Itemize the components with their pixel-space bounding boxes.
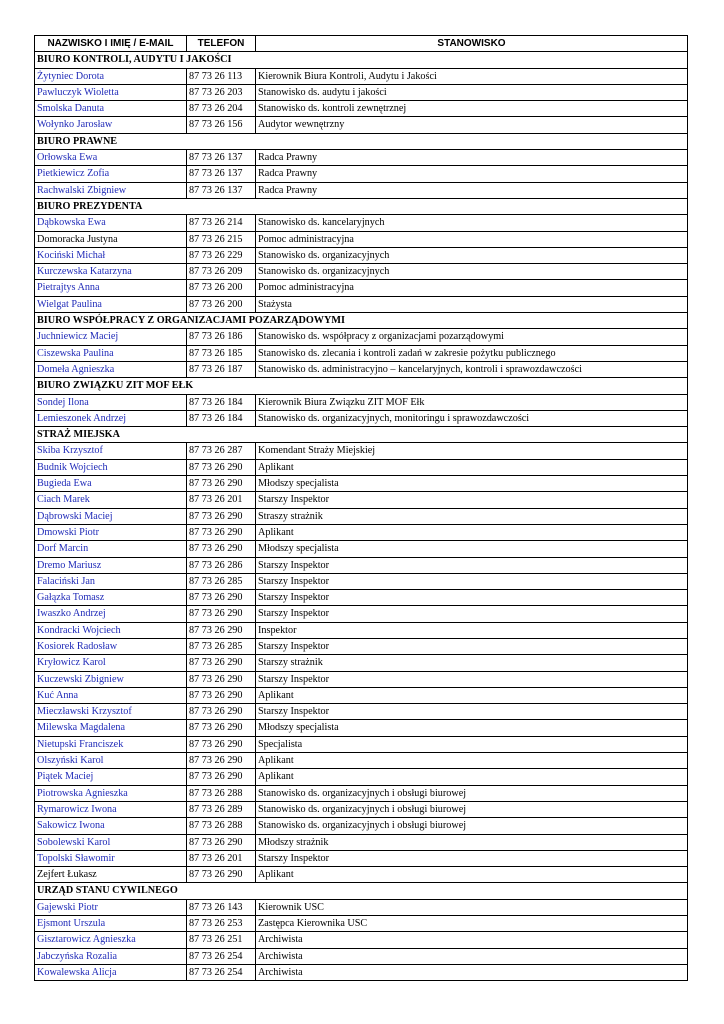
position-cell: Młodszy strażnik <box>256 834 688 850</box>
section-row <box>35 427 688 443</box>
table-row <box>35 638 688 654</box>
position-cell: Aplikant <box>256 769 688 785</box>
employee-name-link[interactable]: Sondej Ilona <box>35 394 187 410</box>
section-title: BIURO ZWIĄZKU ZIT MOF EŁK <box>35 378 688 394</box>
phone-cell: 87 73 26 143 <box>187 899 256 915</box>
phone-cell: 87 73 26 290 <box>187 622 256 638</box>
position-cell: Starszy Inspektor <box>256 573 688 589</box>
position-cell: Starszy Inspektor <box>256 638 688 654</box>
employee-name-link[interactable]: Falaciński Jan <box>35 573 187 589</box>
section-title: BIURO WSPÓŁPRACY Z ORGANIZACJAMI POZARZĄDOWYMI <box>35 313 688 329</box>
phone-cell: 87 73 26 290 <box>187 590 256 606</box>
table-row <box>35 247 688 263</box>
position-cell: Stanowisko ds. audytu i jakości <box>256 84 688 100</box>
table-row <box>35 264 688 280</box>
table-row <box>35 84 688 100</box>
phone-cell: 87 73 26 289 <box>187 801 256 817</box>
position-cell: Stanowisko ds. organizacyjnych <box>256 247 688 263</box>
position-cell: Starszy Inspektor <box>256 704 688 720</box>
employee-name-link[interactable]: Pawluczyk Wioletta <box>35 84 187 100</box>
position-cell: Stanowisko ds. organizacyjnych, monitoringu i sprawozdawczości <box>256 410 688 426</box>
employee-name-link[interactable]: Dorf Marcin <box>35 541 187 557</box>
employee-name-link[interactable]: Juchniewicz Maciej <box>35 329 187 345</box>
position-cell: Aplikant <box>256 687 688 703</box>
header-name-email: NAZWISKO I IMIĘ / E-MAIL <box>35 36 187 52</box>
employee-name-link[interactable]: Wielgat Paulina <box>35 296 187 312</box>
table-row <box>35 410 688 426</box>
phone-cell: 87 73 26 254 <box>187 948 256 964</box>
employee-name-link[interactable]: Orłowska Ewa <box>35 150 187 166</box>
employee-name-link[interactable]: Budnik Wojciech <box>35 459 187 475</box>
table-row <box>35 215 688 231</box>
section-title: BIURO KONTROLI, AUDYTU I JAKOŚCI <box>35 52 688 68</box>
phone-cell: 87 73 26 113 <box>187 68 256 84</box>
table-row <box>35 720 688 736</box>
position-cell: Komendant Straży Miejskiej <box>256 443 688 459</box>
table-row <box>35 492 688 508</box>
position-cell: Archiwista <box>256 948 688 964</box>
employee-name-link[interactable]: Bugieda Ewa <box>35 476 187 492</box>
table-row <box>35 818 688 834</box>
table-row <box>35 704 688 720</box>
position-cell: Zastępca Kierownika USC <box>256 916 688 932</box>
position-cell: Starszy Inspektor <box>256 492 688 508</box>
phone-cell: 87 73 26 290 <box>187 606 256 622</box>
staff-directory-table <box>34 35 688 981</box>
position-cell: Pomoc administracyjna <box>256 231 688 247</box>
table-row <box>35 687 688 703</box>
position-cell: Starszy Inspektor <box>256 850 688 866</box>
phone-cell: 87 73 26 201 <box>187 492 256 508</box>
header-phone: TELEFON <box>187 36 256 52</box>
table-body <box>35 52 688 981</box>
section-title: URZĄD STANU CYWILNEGO <box>35 883 688 899</box>
table-row <box>35 769 688 785</box>
section-title: BIURO PRAWNE <box>35 133 688 149</box>
table-row <box>35 476 688 492</box>
section-row <box>35 378 688 394</box>
phone-cell: 87 73 26 187 <box>187 361 256 377</box>
position-cell: Starszy Inspektor <box>256 590 688 606</box>
position-cell: Stanowisko ds. kontroli zewnętrznej <box>256 101 688 117</box>
position-cell: Archiwista <box>256 964 688 980</box>
table-row <box>35 296 688 312</box>
table-row <box>35 524 688 540</box>
position-cell: Starszy Inspektor <box>256 671 688 687</box>
position-cell: Stażysta <box>256 296 688 312</box>
table-row <box>35 801 688 817</box>
table-row <box>35 182 688 198</box>
phone-cell: 87 73 26 290 <box>187 541 256 557</box>
employee-name-link[interactable]: Dąbrowski Maciej <box>35 508 187 524</box>
employee-name-link[interactable]: Żytyniec Dorota <box>35 68 187 84</box>
position-cell: Stanowisko ds. organizacyjnych i obsługi biurowej <box>256 801 688 817</box>
section-row <box>35 52 688 68</box>
phone-cell: 87 73 26 200 <box>187 296 256 312</box>
table-header <box>35 36 688 52</box>
employee-name-link[interactable]: Ciszewska Paulina <box>35 345 187 361</box>
position-cell: Stanowisko ds. organizacyjnych i obsługi biurowej <box>256 818 688 834</box>
position-cell: Kierownik Biura Kontroli, Audytu i Jakości <box>256 68 688 84</box>
table-row <box>35 68 688 84</box>
employee-name-link[interactable]: Sobolewski Karol <box>35 834 187 850</box>
phone-cell: 87 73 26 201 <box>187 850 256 866</box>
employee-name-link[interactable]: Kociński Michał <box>35 247 187 263</box>
table-row <box>35 916 688 932</box>
employee-name-link[interactable]: Pietkiewicz Zofia <box>35 166 187 182</box>
position-cell: Straszy strażnik <box>256 508 688 524</box>
section-title: STRAŻ MIEJSKA <box>35 427 688 443</box>
position-cell: Stanowisko ds. kancelaryjnych <box>256 215 688 231</box>
position-cell: Stanowisko ds. współpracy z organizacjami pozarządowymi <box>256 329 688 345</box>
phone-cell: 87 73 26 290 <box>187 704 256 720</box>
table-row <box>35 101 688 117</box>
table-row <box>35 573 688 589</box>
employee-name: Zejfert Łukasz <box>35 867 187 883</box>
position-cell: Inspektor <box>256 622 688 638</box>
section-title: BIURO PREZYDENTA <box>35 198 688 214</box>
phone-cell: 87 73 26 287 <box>187 443 256 459</box>
employee-name-link[interactable]: Rachwalski Zbigniew <box>35 182 187 198</box>
table-row <box>35 117 688 133</box>
table-row <box>35 736 688 752</box>
position-cell: Audytor wewnętrzny <box>256 117 688 133</box>
employee-name-link[interactable]: Gałązka Tomasz <box>35 590 187 606</box>
section-row <box>35 133 688 149</box>
employee-name-link[interactable]: Gisztarowicz Agnieszka <box>35 932 187 948</box>
header-position: STANOWISKO <box>256 36 688 52</box>
table-row <box>35 850 688 866</box>
phone-cell: 87 73 26 209 <box>187 264 256 280</box>
phone-cell: 87 73 26 290 <box>187 720 256 736</box>
position-cell: Pomoc administracyjna <box>256 280 688 296</box>
employee-name-link[interactable]: Dmowski Piotr <box>35 524 187 540</box>
phone-cell: 87 73 26 156 <box>187 117 256 133</box>
table-row <box>35 443 688 459</box>
phone-cell: 87 73 26 290 <box>187 508 256 524</box>
position-cell: Aplikant <box>256 867 688 883</box>
table-row <box>35 753 688 769</box>
position-cell: Radca Prawny <box>256 150 688 166</box>
phone-cell: 87 73 26 290 <box>187 867 256 883</box>
phone-cell: 87 73 26 137 <box>187 182 256 198</box>
employee-name-link[interactable]: Kowalewska Alicja <box>35 964 187 980</box>
phone-cell: 87 73 26 290 <box>187 753 256 769</box>
phone-cell: 87 73 26 137 <box>187 166 256 182</box>
position-cell: Specjalista <box>256 736 688 752</box>
position-cell: Starszy strażnik <box>256 655 688 671</box>
phone-cell: 87 73 26 184 <box>187 394 256 410</box>
table-row <box>35 948 688 964</box>
employee-name-link[interactable]: Kurczewska Katarzyna <box>35 264 187 280</box>
employee-name-link[interactable]: Ejsmont Urszula <box>35 916 187 932</box>
table-row <box>35 867 688 883</box>
table-row <box>35 150 688 166</box>
phone-cell: 87 73 26 214 <box>187 215 256 231</box>
table-row <box>35 655 688 671</box>
table-row <box>35 508 688 524</box>
phone-cell: 87 73 26 290 <box>187 655 256 671</box>
phone-cell: 87 73 26 137 <box>187 150 256 166</box>
table-row <box>35 361 688 377</box>
position-cell: Radca Prawny <box>256 182 688 198</box>
employee-name-link[interactable]: Olszyński Karol <box>35 753 187 769</box>
employee-name-link[interactable]: Piątek Maciej <box>35 769 187 785</box>
table-row <box>35 671 688 687</box>
phone-cell: 87 73 26 251 <box>187 932 256 948</box>
table-row <box>35 166 688 182</box>
header-row <box>35 36 688 52</box>
table-row <box>35 899 688 915</box>
phone-cell: 87 73 26 200 <box>187 280 256 296</box>
employee-name-link[interactable]: Dremo Mariusz <box>35 557 187 573</box>
employee-name-link[interactable]: Skiba Krzysztof <box>35 443 187 459</box>
employee-name-link[interactable]: Milewska Magdalena <box>35 720 187 736</box>
position-cell: Aplikant <box>256 524 688 540</box>
phone-cell: 87 73 26 285 <box>187 573 256 589</box>
employee-name-link[interactable]: Wołynko Jarosław <box>35 117 187 133</box>
employee-name-link[interactable]: Kuczewski Zbigniew <box>35 671 187 687</box>
employee-name-link[interactable]: Domeła Agnieszka <box>35 361 187 377</box>
employee-name-link[interactable]: Nietupski Franciszek <box>35 736 187 752</box>
table-row <box>35 557 688 573</box>
table-row <box>35 541 688 557</box>
phone-cell: 87 73 26 290 <box>187 459 256 475</box>
phone-cell: 87 73 26 286 <box>187 557 256 573</box>
employee-name-link[interactable]: Gajewski Piotr <box>35 899 187 915</box>
employee-name-link[interactable]: Topolski Sławomir <box>35 850 187 866</box>
table-row <box>35 785 688 801</box>
phone-cell: 87 73 26 290 <box>187 687 256 703</box>
phone-cell: 87 73 26 290 <box>187 524 256 540</box>
position-cell: Stanowisko ds. administracyjno – kancelaryjnych, kontroli i sprawozdawczości <box>256 361 688 377</box>
phone-cell: 87 73 26 253 <box>187 916 256 932</box>
table-row <box>35 834 688 850</box>
phone-cell: 87 73 26 204 <box>187 101 256 117</box>
position-cell: Starszy Inspektor <box>256 557 688 573</box>
employee-name-link[interactable]: Kosiorek Radosław <box>35 638 187 654</box>
employee-name-link[interactable]: Iwaszko Andrzej <box>35 606 187 622</box>
phone-cell: 87 73 26 290 <box>187 769 256 785</box>
position-cell: Stanowisko ds. zlecania i kontroli zadań w zakresie pożytku publicznego <box>256 345 688 361</box>
employee-name-link[interactable]: Ciach Marek <box>35 492 187 508</box>
table-row <box>35 329 688 345</box>
position-cell: Starszy Inspektor <box>256 606 688 622</box>
position-cell: Kierownik USC <box>256 899 688 915</box>
position-cell: Młodszy specjalista <box>256 541 688 557</box>
section-row <box>35 883 688 899</box>
position-cell: Aplikant <box>256 459 688 475</box>
position-cell: Archiwista <box>256 932 688 948</box>
phone-cell: 87 73 26 290 <box>187 736 256 752</box>
table-row <box>35 280 688 296</box>
employee-name-link[interactable]: Lemieszonek Andrzej <box>35 410 187 426</box>
phone-cell: 87 73 26 290 <box>187 834 256 850</box>
phone-cell: 87 73 26 184 <box>187 410 256 426</box>
position-cell: Stanowisko ds. organizacyjnych <box>256 264 688 280</box>
phone-cell: 87 73 26 254 <box>187 964 256 980</box>
employee-name-link[interactable]: Smolska Danuta <box>35 101 187 117</box>
section-row <box>35 198 688 214</box>
position-cell: Kierownik Biura Związku ZIT MOF Ełk <box>256 394 688 410</box>
employee-name-link[interactable]: Pietrajtys Anna <box>35 280 187 296</box>
employee-name-link[interactable]: Mieczławski Krzysztof <box>35 704 187 720</box>
section-row <box>35 313 688 329</box>
table-row <box>35 231 688 247</box>
employee-name-link[interactable]: Dąbkowska Ewa <box>35 215 187 231</box>
table-row <box>35 590 688 606</box>
table-row <box>35 964 688 980</box>
position-cell: Młodszy specjalista <box>256 720 688 736</box>
phone-cell: 87 73 26 215 <box>187 231 256 247</box>
phone-cell: 87 73 26 290 <box>187 476 256 492</box>
phone-cell: 87 73 26 288 <box>187 785 256 801</box>
position-cell: Aplikant <box>256 753 688 769</box>
table-row <box>35 394 688 410</box>
position-cell: Młodszy specjalista <box>256 476 688 492</box>
position-cell: Radca Prawny <box>256 166 688 182</box>
table-row <box>35 459 688 475</box>
table-row <box>35 606 688 622</box>
employee-name: Domoracka Justyna <box>35 231 187 247</box>
employee-name-link[interactable]: Rymarowicz Iwona <box>35 801 187 817</box>
employee-name-link[interactable]: Jabczyńska Rozalia <box>35 948 187 964</box>
employee-name-link[interactable]: Kondracki Wojciech <box>35 622 187 638</box>
position-cell: Stanowisko ds. organizacyjnych i obsługi biurowej <box>256 785 688 801</box>
phone-cell: 87 73 26 203 <box>187 84 256 100</box>
employee-name-link[interactable]: Kryłowicz Karol <box>35 655 187 671</box>
phone-cell: 87 73 26 290 <box>187 671 256 687</box>
phone-cell: 87 73 26 288 <box>187 818 256 834</box>
phone-cell: 87 73 26 229 <box>187 247 256 263</box>
table-row <box>35 345 688 361</box>
employee-name-link[interactable]: Piotrowska Agnieszka <box>35 785 187 801</box>
table-row <box>35 932 688 948</box>
phone-cell: 87 73 26 185 <box>187 345 256 361</box>
employee-name-link[interactable]: Sakowicz Iwona <box>35 818 187 834</box>
phone-cell: 87 73 26 285 <box>187 638 256 654</box>
phone-cell: 87 73 26 186 <box>187 329 256 345</box>
table-row <box>35 622 688 638</box>
employee-name-link[interactable]: Kuć Anna <box>35 687 187 703</box>
